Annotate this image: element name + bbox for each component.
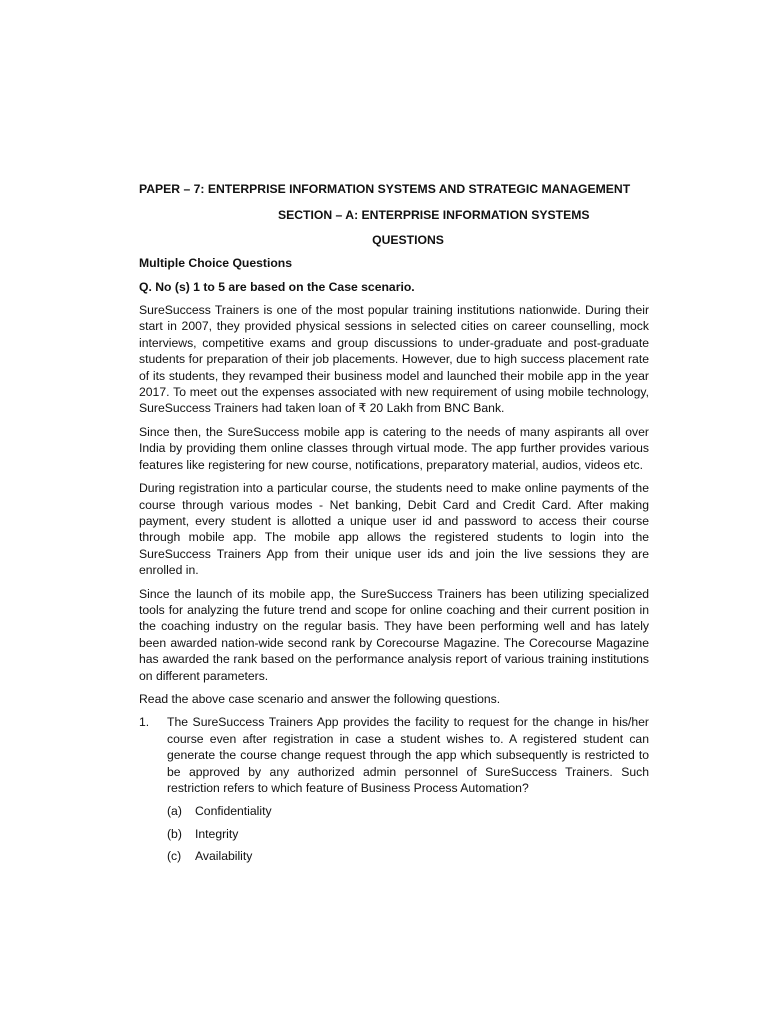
option-a: [167, 803, 649, 819]
questions-title: QUESTIONS: [372, 232, 444, 247]
question-1: [139, 714, 649, 796]
option-label: (c): [167, 849, 182, 864]
section-title: SECTION – A: ENTERPRISE INFORMATION SYSTEMS: [278, 208, 590, 223]
mcq-heading: Multiple Choice Questions: [139, 256, 293, 271]
case-paragraph-4: Since the launch of its mobile app, the SureSuccess Trainers has been utilizing specialized tools for analyzing the future trend and scope for online coaching and their current position in the coaching industry on the regular basis. They have been performing well and has lately been awarded nation-wide second rank by Corecourse Magazine. The Corecourse Magazine has awarded the rank based on the performance analysis report of various training institutions on different parameters.: [139, 586, 649, 683]
option-text: Confidentiality: [195, 804, 272, 819]
paper-title: PAPER – 7: ENTERPRISE INFORMATION SYSTEMS AND STRATEGIC MANAGEMENT: [139, 182, 631, 196]
question-number: 1.: [139, 715, 150, 730]
option-text: Availability: [195, 849, 253, 864]
option-b: [167, 826, 649, 842]
option-label: (a): [167, 804, 182, 819]
case-heading: Q. No (s) 1 to 5 are based on the Case scenario.: [139, 279, 415, 294]
case-paragraph-3: During registration into a particular course, the students need to make online payments of the course through various modes - Net banking, Debit Card and Credit Card. After making payment, every student is allotted a unique user id and password to access their course through mobile app. The mobile app allows the registered students to login into the SureSuccess Trainers App from their unique user ids and join the live sessions they are enrolled in.: [139, 481, 649, 578]
case-paragraph-1: SureSuccess Trainers is one of the most popular training institutions nationwide. During their start in 2007, they provided physical sessions in selected cities on career counselling, mock interviews, competitive exams and group discussions to under-graduate and post-graduate students for preparation of their job placements. However, due to high success placement rate of its students, they revamped their business model and launched their mobile app in the year 2017. To meet out the expenses associated with new requirement of using mobile technology, SureSuccess Trainers had taken loan of ₹ 20 Lakh from BNC Bank.: [139, 303, 649, 416]
question-text: The SureSuccess Trainers App provides the facility to request for the change in his/her course even after registration in case a student wishes to. A registered student can generate the course change request through the app which subsequently is restricted to be approved by any authorized admin personnel of SureSuccess Trainers. Such restriction refers to which feature of Business Process Automation?: [167, 715, 649, 795]
question-1-options: [167, 803, 649, 864]
case-paragraph-2: Since then, the SureSuccess mobile app is catering to the needs of many aspirants all over India by providing them online classes through virtual mode. The app further provides various features like registering for new course, notifications, preparatory material, audios, videos etc.: [139, 424, 649, 472]
page-content: [139, 181, 649, 871]
option-c: [167, 848, 649, 864]
instruction-line: Read the above case scenario and answer the following questions.: [139, 691, 501, 706]
option-label: (b): [167, 826, 182, 841]
option-text: Integrity: [195, 826, 239, 841]
